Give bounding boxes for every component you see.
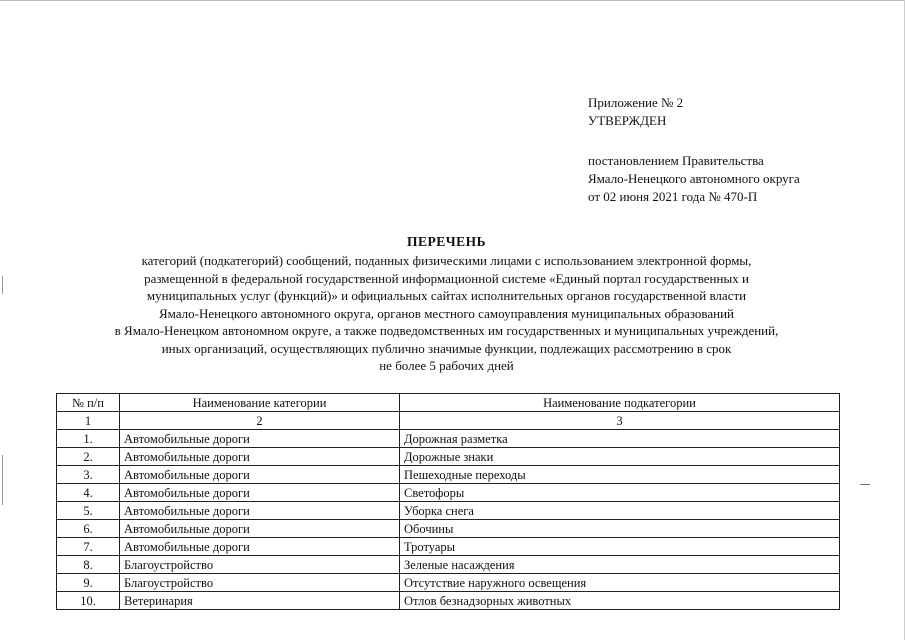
- table-row: [57, 430, 840, 448]
- row-category: Благоустройство: [120, 574, 400, 592]
- right-margin-dash: [860, 484, 870, 485]
- document-title: ПЕРЕЧЕНЬ: [406, 234, 487, 249]
- row-subcategory: Уборка снега: [400, 502, 840, 520]
- index-cell: 2: [120, 412, 400, 430]
- row-category: Автомобильные дороги: [120, 502, 400, 520]
- subtitle-line: размещенной в федеральной государственной информационной системе «Единый портал государственных и: [144, 270, 749, 286]
- table-row: [57, 556, 840, 574]
- row-number: 6.: [57, 520, 120, 538]
- table-row: [57, 520, 840, 538]
- row-subcategory: Зеленые насаждения: [400, 556, 840, 574]
- table-row: [57, 484, 840, 502]
- row-category: Автомобильные дороги: [120, 466, 400, 484]
- row-subcategory: Светофоры: [400, 484, 840, 502]
- header-number: № п/п: [57, 394, 120, 412]
- row-number: 2.: [57, 448, 120, 466]
- subtitle-line: категорий (подкатегорий) сообщений, поданных физическими лицами с использованием электронной формы,: [141, 253, 752, 268]
- page-top-edge: [0, 0, 905, 1]
- row-subcategory: Дорожные знаки: [400, 448, 840, 466]
- approval-line-1: постановлением Правительства: [588, 153, 764, 168]
- row-category: Автомобильные дороги: [120, 538, 400, 556]
- appendix-number: Приложение № 2: [588, 95, 684, 110]
- header-category: Наименование категории: [120, 394, 400, 412]
- table-row: [57, 502, 840, 520]
- subtitle-line: не более 5 рабочих дней: [379, 358, 514, 373]
- left-margin-mark: [2, 455, 3, 505]
- row-number: 9.: [57, 574, 120, 592]
- table-index-row: [57, 412, 840, 430]
- row-subcategory: Отлов безнадзорных животных: [400, 592, 840, 610]
- table-row: [57, 538, 840, 556]
- categories-table: [56, 393, 840, 610]
- subtitle-line: Ямало-Ненецкого автономного округа, органов местного самоуправления муниципальных образований: [158, 305, 735, 321]
- row-number: 3.: [57, 466, 120, 484]
- table-row: [57, 574, 840, 592]
- row-subcategory: Дорожная разметка: [400, 430, 840, 448]
- appendix-gap: [588, 130, 800, 152]
- row-number: 4.: [57, 484, 120, 502]
- appendix-block: [588, 94, 800, 206]
- row-category: Автомобильные дороги: [120, 448, 400, 466]
- approval-line-3: от 02 июня 2021 года № 470-П: [588, 189, 758, 204]
- row-subcategory: Отсутствие наружного освещения: [400, 574, 840, 592]
- approved-label: УТВЕРЖДЕН: [588, 113, 667, 128]
- table-row: [57, 466, 840, 484]
- index-cell: 3: [400, 412, 840, 430]
- approval-line-2: Ямало-Ненецкого автономного округа: [588, 171, 800, 186]
- row-category: Ветеринария: [120, 592, 400, 610]
- table-row: [57, 448, 840, 466]
- row-category: Благоустройство: [120, 556, 400, 574]
- subtitle-line: муниципальных услуг (функций)» и официальных сайтах исполнительных органов государственной власти: [146, 288, 747, 303]
- row-subcategory: Обочины: [400, 520, 840, 538]
- row-number: 1.: [57, 430, 120, 448]
- row-number: 10.: [57, 592, 120, 610]
- row-subcategory: Тротуары: [400, 538, 840, 556]
- row-number: 5.: [57, 502, 120, 520]
- row-category: Автомобильные дороги: [120, 484, 400, 502]
- document-subtitle: [0, 252, 893, 375]
- header-subcategory: Наименование подкатегории: [400, 394, 840, 412]
- row-number: 8.: [57, 556, 120, 574]
- table-header-row: [57, 394, 840, 412]
- subtitle-line: иных организаций, осуществляющих публично значимые функции, подлежащих рассмотрению в срок: [161, 340, 732, 356]
- row-category: Автомобильные дороги: [120, 520, 400, 538]
- subtitle-line: в Ямало-Ненецком автономном округе, а также подведомственных им государственных и муниципальных учреждений,: [114, 323, 779, 338]
- row-category: Автомобильные дороги: [120, 430, 400, 448]
- index-cell: 1: [57, 412, 120, 430]
- row-subcategory: Пешеходные переходы: [400, 466, 840, 484]
- row-number: 7.: [57, 538, 120, 556]
- table-row: [57, 592, 840, 610]
